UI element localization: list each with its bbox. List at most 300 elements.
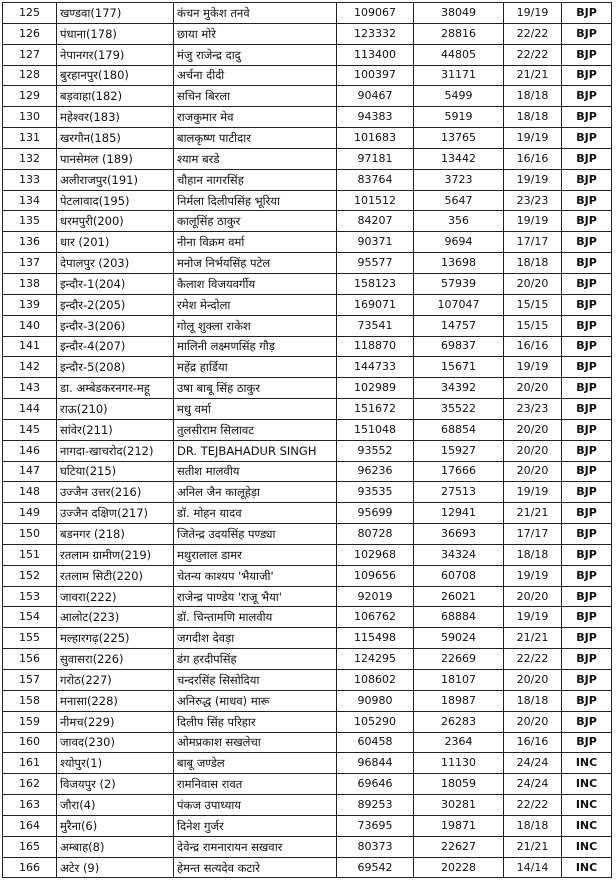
table-row [3, 586, 612, 607]
round-count-cell: 18/18 [504, 86, 562, 107]
party-cell: BJP [562, 544, 612, 565]
candidate-cell: मथुरालाल डामर [174, 544, 337, 565]
margin-cell: 36693 [414, 524, 504, 545]
serial-number-cell: 133 [3, 169, 57, 190]
margin-cell: 18987 [414, 690, 504, 711]
candidate-cell: श्याम बरडे [174, 148, 337, 169]
serial-number-cell: 142 [3, 357, 57, 378]
serial-number-cell: 138 [3, 273, 57, 294]
round-count-cell: 21/21 [504, 836, 562, 857]
serial-number-cell: 159 [3, 711, 57, 732]
party-cell: BJP [562, 107, 612, 128]
round-count-cell: 18/18 [504, 815, 562, 836]
margin-cell: 15671 [414, 357, 504, 378]
round-count-cell: 14/14 [504, 857, 562, 878]
candidate-cell: डंग हरदीपसिंह [174, 649, 337, 670]
round-count-cell: 20/20 [504, 273, 562, 294]
constituency-cell: पेटलावाद(195) [57, 190, 174, 211]
margin-cell: 68854 [414, 419, 504, 440]
round-count-cell: 19/19 [504, 211, 562, 232]
candidate-cell: सतीश मालवीय [174, 461, 337, 482]
serial-number-cell: 126 [3, 23, 57, 44]
round-count-cell: 18/18 [504, 690, 562, 711]
serial-number-cell: 149 [3, 503, 57, 524]
margin-cell: 22627 [414, 836, 504, 857]
margin-cell: 44805 [414, 44, 504, 65]
table-row [3, 461, 612, 482]
candidate-cell: देवेन्द्र रामनारायन सखवार [174, 836, 337, 857]
margin-cell: 60708 [414, 565, 504, 586]
votes-cell: 94383 [337, 107, 414, 128]
serial-number-cell: 137 [3, 253, 57, 274]
margin-cell: 11130 [414, 753, 504, 774]
round-count-cell: 21/21 [504, 65, 562, 86]
party-cell: BJP [562, 211, 612, 232]
party-cell: BJP [562, 607, 612, 628]
table-row [3, 107, 612, 128]
margin-cell: 5647 [414, 190, 504, 211]
constituency-cell: नागदा-खाचरोद(212) [57, 440, 174, 461]
constituency-cell: मुरैना(6) [57, 815, 174, 836]
votes-cell: 90467 [337, 86, 414, 107]
votes-cell: 90371 [337, 232, 414, 253]
constituency-cell: नीमच(229) [57, 711, 174, 732]
party-cell: BJP [562, 65, 612, 86]
candidate-cell: गोलू शुक्ला राकेश [174, 315, 337, 336]
votes-cell: 105290 [337, 711, 414, 732]
margin-cell: 27513 [414, 482, 504, 503]
results-rows [3, 3, 612, 878]
candidate-cell: नीना विक्रम वर्मा [174, 232, 337, 253]
party-cell: INC [562, 753, 612, 774]
table-row [3, 232, 612, 253]
margin-cell: 59024 [414, 628, 504, 649]
round-count-cell: 19/19 [504, 565, 562, 586]
constituency-cell: जावरा(222) [57, 586, 174, 607]
constituency-cell: अटेर (9) [57, 857, 174, 878]
votes-cell: 69542 [337, 857, 414, 878]
table-row [3, 857, 612, 878]
votes-cell: 158123 [337, 273, 414, 294]
serial-number-cell: 141 [3, 336, 57, 357]
candidate-cell: डॉ. मोहन यादव [174, 503, 337, 524]
constituency-cell: धरमपुरी(200) [57, 211, 174, 232]
candidate-cell: ओमप्रकाश सखलेचा [174, 732, 337, 753]
round-count-cell: 20/20 [504, 440, 562, 461]
results-table [2, 2, 612, 878]
votes-cell: 96236 [337, 461, 414, 482]
serial-number-cell: 161 [3, 753, 57, 774]
party-cell: BJP [562, 169, 612, 190]
margin-cell: 12941 [414, 503, 504, 524]
candidate-cell: DR. TEJBAHADUR SINGH [174, 440, 337, 461]
party-cell: BJP [562, 357, 612, 378]
party-cell: BJP [562, 440, 612, 461]
votes-cell: 89253 [337, 795, 414, 816]
party-cell: BJP [562, 23, 612, 44]
votes-cell: 101683 [337, 128, 414, 149]
party-cell: INC [562, 795, 612, 816]
constituency-cell: जावद(230) [57, 732, 174, 753]
round-count-cell: 20/20 [504, 419, 562, 440]
serial-number-cell: 145 [3, 419, 57, 440]
votes-cell: 95699 [337, 503, 414, 524]
round-count-cell: 21/21 [504, 628, 562, 649]
serial-number-cell: 147 [3, 461, 57, 482]
margin-cell: 356 [414, 211, 504, 232]
table-row [3, 315, 612, 336]
results-sheet [2, 2, 612, 878]
table-row [3, 419, 612, 440]
votes-cell: 108602 [337, 670, 414, 691]
round-count-cell: 22/22 [504, 23, 562, 44]
party-cell: BJP [562, 399, 612, 420]
constituency-cell: आलोट(223) [57, 607, 174, 628]
round-count-cell: 18/18 [504, 107, 562, 128]
round-count-cell: 20/20 [504, 378, 562, 399]
votes-cell: 100397 [337, 65, 414, 86]
margin-cell: 30281 [414, 795, 504, 816]
constituency-cell: इन्दौर-3(206) [57, 315, 174, 336]
votes-cell: 73695 [337, 815, 414, 836]
votes-cell: 69646 [337, 774, 414, 795]
candidate-cell: चन्दरसिंह सिसोदिया [174, 670, 337, 691]
constituency-cell: इन्दौर-1(204) [57, 273, 174, 294]
constituency-cell: इन्दौर-5(208) [57, 357, 174, 378]
table-row [3, 378, 612, 399]
votes-cell: 92019 [337, 586, 414, 607]
margin-cell: 38049 [414, 3, 504, 24]
votes-cell: 115498 [337, 628, 414, 649]
round-count-cell: 24/24 [504, 774, 562, 795]
candidate-cell: बाबू जण्डेल [174, 753, 337, 774]
candidate-cell: हेमन्त सत्यदेव कटारे [174, 857, 337, 878]
margin-cell: 5499 [414, 86, 504, 107]
serial-number-cell: 146 [3, 440, 57, 461]
serial-number-cell: 164 [3, 815, 57, 836]
votes-cell: 106762 [337, 607, 414, 628]
serial-number-cell: 130 [3, 107, 57, 128]
party-cell: BJP [562, 482, 612, 503]
votes-cell: 102989 [337, 378, 414, 399]
votes-cell: 101512 [337, 190, 414, 211]
table-row [3, 294, 612, 315]
constituency-cell: इन्दौर-4(207) [57, 336, 174, 357]
votes-cell: 123332 [337, 23, 414, 44]
constituency-cell: महेश्वर(183) [57, 107, 174, 128]
margin-cell: 69837 [414, 336, 504, 357]
votes-cell: 96844 [337, 753, 414, 774]
round-count-cell: 18/18 [504, 544, 562, 565]
candidate-cell: बालकृष्ण पाटीदार [174, 128, 337, 149]
table-row [3, 23, 612, 44]
margin-cell: 13442 [414, 148, 504, 169]
party-cell: BJP [562, 148, 612, 169]
candidate-cell: मालिनी लक्ष्मणसिंह गौड़ [174, 336, 337, 357]
margin-cell: 17666 [414, 461, 504, 482]
votes-cell: 90980 [337, 690, 414, 711]
constituency-cell: राऊ(210) [57, 399, 174, 420]
party-cell: BJP [562, 232, 612, 253]
party-cell: BJP [562, 273, 612, 294]
margin-cell: 68884 [414, 607, 504, 628]
votes-cell: 113400 [337, 44, 414, 65]
table-row [3, 169, 612, 190]
constituency-cell: बड़वाहा(182) [57, 86, 174, 107]
margin-cell: 18059 [414, 774, 504, 795]
candidate-cell: रमेश मेन्दोला [174, 294, 337, 315]
candidate-cell: तुलसीराम सिलावट [174, 419, 337, 440]
candidate-cell: रामनिवास रावत [174, 774, 337, 795]
party-cell: BJP [562, 336, 612, 357]
serial-number-cell: 165 [3, 836, 57, 857]
party-cell: BJP [562, 461, 612, 482]
serial-number-cell: 153 [3, 586, 57, 607]
party-cell: BJP [562, 419, 612, 440]
serial-number-cell: 162 [3, 774, 57, 795]
candidate-cell: चेतन्य काश्यप 'भैयाजी' [174, 565, 337, 586]
round-count-cell: 15/15 [504, 294, 562, 315]
constituency-cell: पानसेमल (189) [57, 148, 174, 169]
margin-cell: 18107 [414, 670, 504, 691]
margin-cell: 9694 [414, 232, 504, 253]
round-count-cell: 20/20 [504, 670, 562, 691]
table-row [3, 399, 612, 420]
candidate-cell: मंजु राजेन्द्र दादु [174, 44, 337, 65]
constituency-cell: रतलाम सिटी(220) [57, 565, 174, 586]
votes-cell: 151048 [337, 419, 414, 440]
table-row [3, 732, 612, 753]
serial-number-cell: 143 [3, 378, 57, 399]
constituency-cell: इन्दौर-2(205) [57, 294, 174, 315]
table-row [3, 836, 612, 857]
party-cell: BJP [562, 524, 612, 545]
serial-number-cell: 166 [3, 857, 57, 878]
margin-cell: 14757 [414, 315, 504, 336]
serial-number-cell: 125 [3, 3, 57, 24]
table-row [3, 336, 612, 357]
candidate-cell: कैलाश विजयवर्गीय [174, 273, 337, 294]
round-count-cell: 16/16 [504, 732, 562, 753]
serial-number-cell: 151 [3, 544, 57, 565]
constituency-cell: रतलाम ग्रामीण(219) [57, 544, 174, 565]
round-count-cell: 24/24 [504, 753, 562, 774]
table-row [3, 607, 612, 628]
constituency-cell: मल्हारगढ़(225) [57, 628, 174, 649]
round-count-cell: 17/17 [504, 524, 562, 545]
candidate-cell: दिनेश गुर्जर [174, 815, 337, 836]
round-count-cell: 22/22 [504, 649, 562, 670]
margin-cell: 2364 [414, 732, 504, 753]
table-row [3, 753, 612, 774]
candidate-cell: अर्चना दीदी [174, 65, 337, 86]
party-cell: BJP [562, 128, 612, 149]
candidate-cell: कंचन मुकेश तनवे [174, 3, 337, 24]
votes-cell: 118870 [337, 336, 414, 357]
round-count-cell: 19/19 [504, 357, 562, 378]
party-cell: BJP [562, 44, 612, 65]
round-count-cell: 21/21 [504, 503, 562, 524]
margin-cell: 20228 [414, 857, 504, 878]
candidate-cell: दिलीप सिंह परिहार [174, 711, 337, 732]
table-row [3, 690, 612, 711]
table-row [3, 524, 612, 545]
round-count-cell: 22/22 [504, 44, 562, 65]
constituency-cell: विजयपुर (2) [57, 774, 174, 795]
round-count-cell: 19/19 [504, 128, 562, 149]
serial-number-cell: 160 [3, 732, 57, 753]
table-row [3, 795, 612, 816]
table-row [3, 253, 612, 274]
round-count-cell: 17/17 [504, 232, 562, 253]
party-cell: BJP [562, 315, 612, 336]
round-count-cell: 19/19 [504, 169, 562, 190]
party-cell: INC [562, 774, 612, 795]
party-cell: BJP [562, 190, 612, 211]
margin-cell: 34392 [414, 378, 504, 399]
candidate-cell: राजेन्द्र पाण्डेय 'राजू भैया' [174, 586, 337, 607]
votes-cell: 169071 [337, 294, 414, 315]
votes-cell: 80728 [337, 524, 414, 545]
serial-number-cell: 163 [3, 795, 57, 816]
table-row [3, 211, 612, 232]
party-cell: BJP [562, 294, 612, 315]
round-count-cell: 18/18 [504, 253, 562, 274]
constituency-cell: अलीराजपुर(191) [57, 169, 174, 190]
constituency-cell: बुरहानपुर(180) [57, 65, 174, 86]
serial-number-cell: 132 [3, 148, 57, 169]
candidate-cell: मधु वर्मा [174, 399, 337, 420]
table-row [3, 670, 612, 691]
constituency-cell: गरोठ(227) [57, 670, 174, 691]
serial-number-cell: 131 [3, 128, 57, 149]
party-cell: BJP [562, 253, 612, 274]
constituency-cell: उज्जैन उत्तर(216) [57, 482, 174, 503]
constituency-cell: घटिया(215) [57, 461, 174, 482]
margin-cell: 19871 [414, 815, 504, 836]
votes-cell: 60458 [337, 732, 414, 753]
party-cell: BJP [562, 711, 612, 732]
serial-number-cell: 135 [3, 211, 57, 232]
constituency-cell: मनासा(228) [57, 690, 174, 711]
table-row [3, 711, 612, 732]
round-count-cell: 19/19 [504, 3, 562, 24]
margin-cell: 28816 [414, 23, 504, 44]
serial-number-cell: 144 [3, 399, 57, 420]
constituency-cell: उज्जैन दक्षिण(217) [57, 503, 174, 524]
table-row [3, 815, 612, 836]
serial-number-cell: 140 [3, 315, 57, 336]
margin-cell: 3723 [414, 169, 504, 190]
constituency-cell: सुवासरा(226) [57, 649, 174, 670]
serial-number-cell: 136 [3, 232, 57, 253]
margin-cell: 57939 [414, 273, 504, 294]
candidate-cell: उषा बाबू सिंह ठाकुर [174, 378, 337, 399]
table-row [3, 190, 612, 211]
party-cell: BJP [562, 628, 612, 649]
table-row [3, 44, 612, 65]
party-cell: BJP [562, 378, 612, 399]
margin-cell: 35522 [414, 399, 504, 420]
party-cell: BJP [562, 690, 612, 711]
constituency-cell: जौरा(4) [57, 795, 174, 816]
table-row [3, 774, 612, 795]
round-count-cell: 23/23 [504, 190, 562, 211]
candidate-cell: मनोज निर्भयसिंह पटेल [174, 253, 337, 274]
round-count-cell: 20/20 [504, 461, 562, 482]
constituency-cell: खण्डवा(177) [57, 3, 174, 24]
table-row [3, 565, 612, 586]
table-row [3, 128, 612, 149]
votes-cell: 124295 [337, 649, 414, 670]
round-count-cell: 15/15 [504, 315, 562, 336]
constituency-cell: धार (201) [57, 232, 174, 253]
party-cell: INC [562, 857, 612, 878]
constituency-cell: बडनगर (218) [57, 524, 174, 545]
table-row [3, 649, 612, 670]
table-row [3, 357, 612, 378]
candidate-cell: चौहान नागरसिंह [174, 169, 337, 190]
serial-number-cell: 139 [3, 294, 57, 315]
votes-cell: 93552 [337, 440, 414, 461]
party-cell: BJP [562, 732, 612, 753]
party-cell: BJP [562, 649, 612, 670]
serial-number-cell: 134 [3, 190, 57, 211]
constituency-cell: श्योपुर(1) [57, 753, 174, 774]
serial-number-cell: 128 [3, 65, 57, 86]
serial-number-cell: 154 [3, 607, 57, 628]
serial-number-cell: 157 [3, 670, 57, 691]
serial-number-cell: 152 [3, 565, 57, 586]
candidate-cell: अनिरुद्ध (माधव) मारू [174, 690, 337, 711]
margin-cell: 26283 [414, 711, 504, 732]
votes-cell: 80373 [337, 836, 414, 857]
round-count-cell: 19/19 [504, 482, 562, 503]
margin-cell: 5919 [414, 107, 504, 128]
constituency-cell: डा. अम्बेडकरनगर-महू [57, 378, 174, 399]
party-cell: INC [562, 815, 612, 836]
candidate-cell: सचिन बिरला [174, 86, 337, 107]
table-row [3, 273, 612, 294]
candidate-cell: कालूसिंह ठाकुर [174, 211, 337, 232]
votes-cell: 84207 [337, 211, 414, 232]
candidate-cell: निर्मला दिलीपसिंह भूरिया [174, 190, 337, 211]
serial-number-cell: 127 [3, 44, 57, 65]
party-cell: BJP [562, 670, 612, 691]
table-row [3, 3, 612, 24]
votes-cell: 93535 [337, 482, 414, 503]
party-cell: BJP [562, 565, 612, 586]
constituency-cell: पंधाना(178) [57, 23, 174, 44]
margin-cell: 15927 [414, 440, 504, 461]
margin-cell: 22669 [414, 649, 504, 670]
round-count-cell: 16/16 [504, 336, 562, 357]
margin-cell: 31171 [414, 65, 504, 86]
round-count-cell: 20/20 [504, 711, 562, 732]
party-cell: BJP [562, 3, 612, 24]
candidate-cell: महेंद्र हार्डिया [174, 357, 337, 378]
votes-cell: 83764 [337, 169, 414, 190]
round-count-cell: 20/20 [504, 586, 562, 607]
votes-cell: 144733 [337, 357, 414, 378]
serial-number-cell: 156 [3, 649, 57, 670]
votes-cell: 109067 [337, 3, 414, 24]
serial-number-cell: 129 [3, 86, 57, 107]
table-row [3, 482, 612, 503]
serial-number-cell: 155 [3, 628, 57, 649]
votes-cell: 97181 [337, 148, 414, 169]
candidate-cell: जितेन्द्र उदयसिंह पण्ड्या [174, 524, 337, 545]
